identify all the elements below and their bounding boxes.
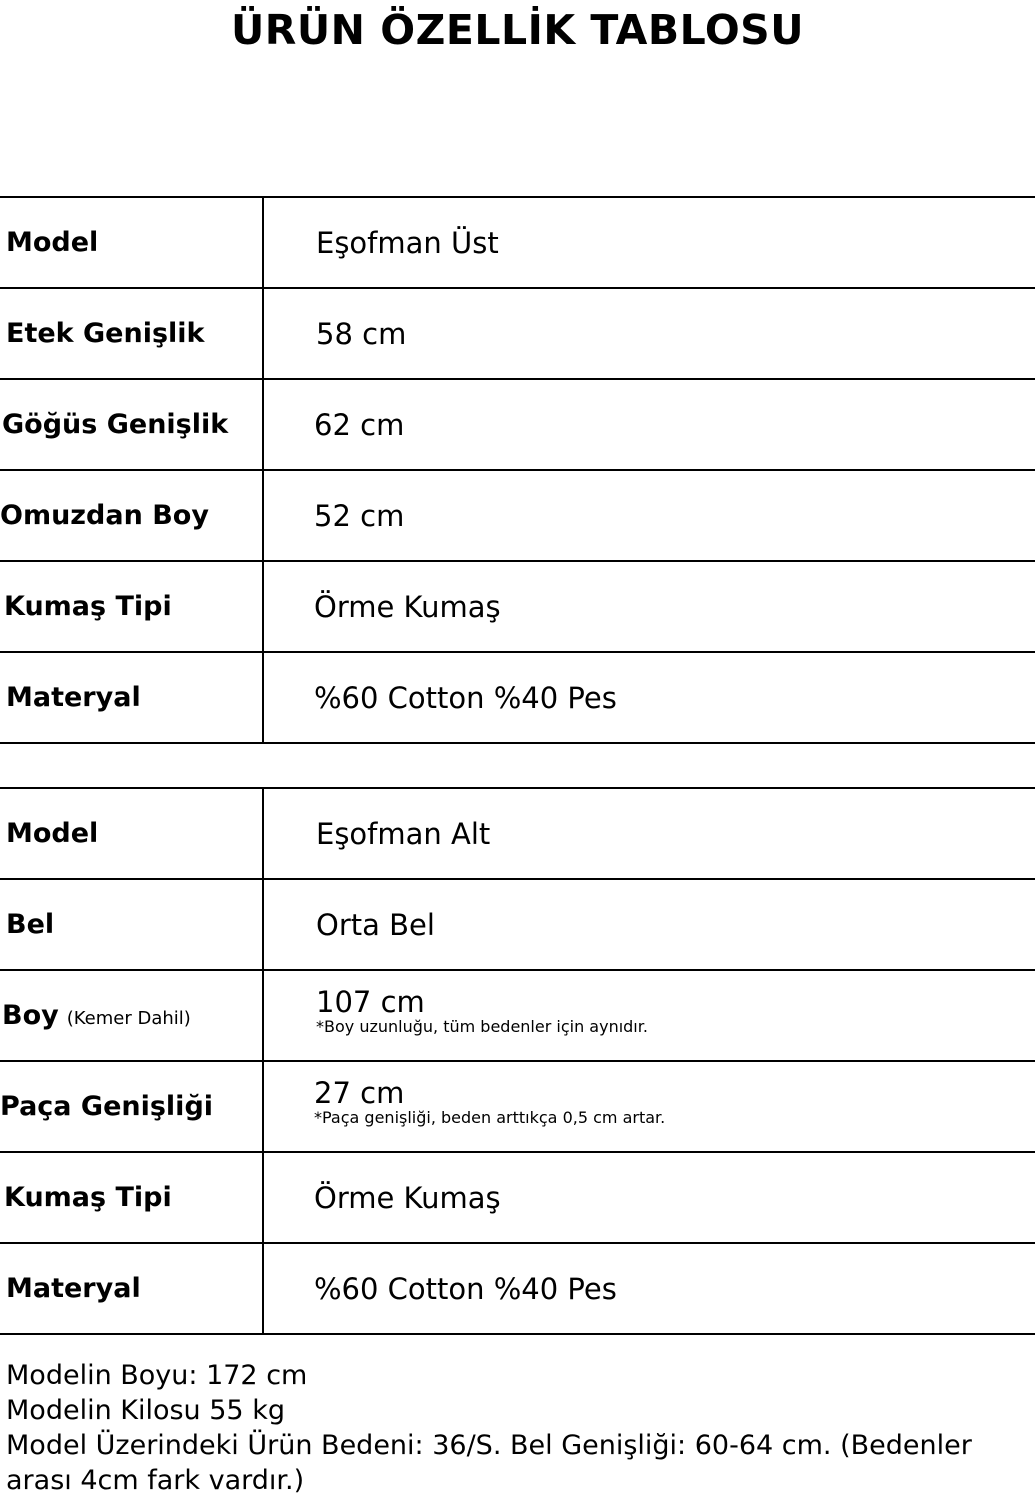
- row-value: %60 Cotton %40 Pes: [314, 680, 617, 715]
- value-cell: [264, 289, 1035, 378]
- row-value: Eşofman Alt: [316, 816, 491, 851]
- row-label: Kumaş Tipi: [4, 1182, 172, 1213]
- label-cell: [0, 1062, 264, 1151]
- label-cell: [0, 289, 264, 378]
- row-value: Örme Kumaş: [314, 589, 501, 624]
- row-label-main: Boy: [2, 1000, 59, 1031]
- table-row: [0, 198, 1035, 289]
- row-label-sub: (Kemer Dahil): [66, 1008, 191, 1029]
- table-row: [0, 380, 1035, 471]
- row-value: Orta Bel: [316, 907, 435, 942]
- table-row: [0, 971, 1035, 1062]
- value-cell: [264, 1153, 1035, 1242]
- value-cell: [264, 1062, 1035, 1151]
- value-cell: [264, 471, 1035, 560]
- row-label: Kumaş Tipi: [4, 591, 172, 622]
- model-height: Modelin Boyu: 172 cm: [6, 1360, 308, 1391]
- table-row: [0, 880, 1035, 971]
- row-value: 62 cm: [314, 407, 405, 442]
- spec-table-top: [0, 196, 1035, 744]
- model-size-info: Model Üzerindeki Ürün Bedeni: 36/S. Bel Genişliği: 60-64 cm. (Bedenler arası 4cm fark vardır.): [6, 1430, 972, 1496]
- row-label: Paça Genişliği: [0, 1091, 214, 1122]
- row-label: Omuzdan Boy: [0, 500, 209, 531]
- label-cell: [0, 1153, 264, 1242]
- row-label: Materyal: [6, 1273, 141, 1304]
- label-cell: [0, 880, 264, 969]
- table-row: [0, 562, 1035, 653]
- table-row: [0, 1062, 1035, 1153]
- table-row: [0, 653, 1035, 744]
- row-note: *Paça genişliği, beden arttıkça 0,5 cm artar.: [314, 1108, 666, 1127]
- row-note: *Boy uzunluğu, tüm bedenler için aynıdır.: [316, 1017, 648, 1036]
- value-cell: [264, 198, 1035, 287]
- table-row: [0, 789, 1035, 880]
- row-label: Etek Genişlik: [6, 318, 205, 349]
- row-value: Örme Kumaş: [314, 1180, 501, 1215]
- value-cell: [264, 1244, 1035, 1333]
- row-label: Bel: [6, 909, 55, 940]
- row-label: Göğüs Genişlik: [2, 409, 229, 440]
- value-cell: [264, 653, 1035, 742]
- label-cell: [0, 789, 264, 878]
- table-row: [0, 1153, 1035, 1244]
- value-cell: [264, 971, 1035, 1060]
- label-cell: [0, 971, 264, 1060]
- table-row: [0, 471, 1035, 562]
- page-title: ÜRÜN ÖZELLİK TABLOSU: [231, 6, 804, 54]
- label-cell: [0, 198, 264, 287]
- model-info: [6, 1358, 1026, 1498]
- row-value: %60 Cotton %40 Pes: [314, 1271, 617, 1306]
- row-label: Model: [6, 227, 99, 258]
- row-value: 52 cm: [314, 498, 405, 533]
- row-label: [0, 1000, 191, 1031]
- value-cell: [264, 380, 1035, 469]
- label-cell: [0, 471, 264, 560]
- row-label: Model: [6, 818, 99, 849]
- label-cell: [0, 653, 264, 742]
- value-cell: [264, 880, 1035, 969]
- label-cell: [0, 380, 264, 469]
- row-value: Eşofman Üst: [316, 225, 499, 260]
- label-cell: [0, 1244, 264, 1333]
- row-value: 58 cm: [316, 316, 407, 351]
- table-row: [0, 1244, 1035, 1335]
- row-label: Materyal: [6, 682, 141, 713]
- table-row: [0, 289, 1035, 380]
- row-value: 107 cm: [316, 985, 425, 1019]
- value-cell: [264, 789, 1035, 878]
- value-cell: [264, 562, 1035, 651]
- label-cell: [0, 562, 264, 651]
- spec-table-bottom: [0, 787, 1035, 1335]
- row-value: 27 cm: [314, 1076, 405, 1110]
- model-weight: Modelin Kilosu 55 kg: [6, 1395, 285, 1426]
